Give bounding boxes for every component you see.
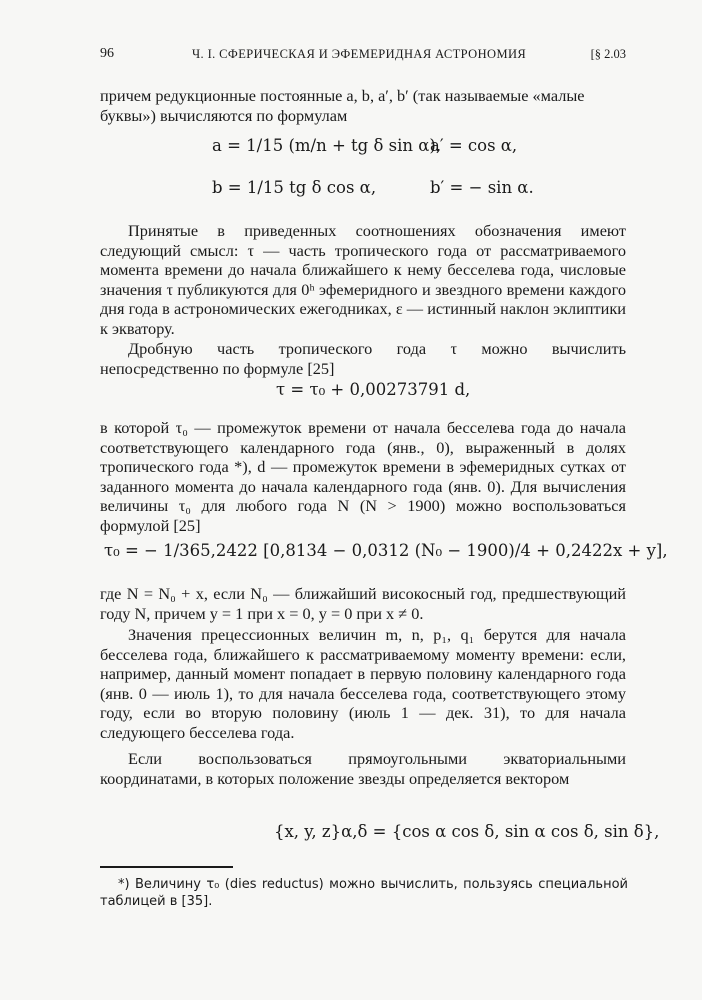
intro-paragraph: причем редукционные постоянные a, b, a′, b′ (так называемые «малые буквы») вычисляются по формулам	[100, 86, 585, 125]
formula-b: b = 1/15 tg δ cos α,	[212, 178, 377, 197]
section-number: [§ 2.03	[590, 47, 626, 61]
paragraph-coordinates: Если воспользоваться прямоугольными экваториальными координатами, в которых положение звезды определяется вектором	[100, 749, 626, 788]
formula-tau0: τ₀ = − 1/365,2422 [0,8134 − 0,0312 (N₀ − 1900)/4 + 0,2422x + y],	[104, 541, 668, 560]
paragraph-precession: Значения прецессионных величин m, n, p₁, q₁ берутся для начала бесселева года, ближайшего к рассматриваемому моменту времени: если, например, данный момент попадает в первую половину календарного года (янв. 0 — июль 1), то для начала бесселева года, соответствующего этому году, если во вторую половину (июль 1 — дек. 31), то для начала следующего бесселева года.	[100, 625, 626, 742]
chapter-title: Ч. I. СФЕРИЧЕСКАЯ И ЭФЕМЕРИДНАЯ АСТРОНОМИЯ	[192, 47, 527, 61]
formula-a: a = 1/15 (m/n + tg δ sin α),	[212, 136, 442, 155]
formula-a-prime: a′ = cos α,	[430, 136, 518, 155]
formula-tau: τ = τ₀ + 0,00273791 d,	[276, 380, 471, 399]
formula-vector: {x, y, z}α,δ = {cos α cos δ, sin α cos δ, sin δ},	[274, 822, 660, 841]
paragraph-tau0: в которой τ₀ — промежуток времени от начала бесселева года до начала соответствующего календарного года (янв., 0), выраженный в долях тропического года *), d — промежуток времени в эфемеридных сутках от заданного момента до начала календарного года (янв. 0). Для вычисления величины τ₀ для любого года N (N > 1900) можно воспользоваться формулой [25]	[100, 418, 626, 535]
paragraph-notation: Принятые в приведенных соотношениях обозначения имеют следующий смысл: τ — часть тропического года от рассматриваемого момента времени до начала ближайшего к нему бесселева года, числовые значения τ публикуются для 0ʰ эфемеридного и звездного времени каждого дня года в астрономических ежегодниках, ε — истинный наклон эклиптики к экватору.	[100, 221, 626, 338]
running-header	[100, 46, 626, 66]
paragraph-leap-year: где N = N₀ + x, если N₀ — ближайший високосный год, предшествующий году N, причем y = 1 при x = 0, y = 0 при x ≠ 0.	[100, 584, 626, 623]
footnote-text: *) Величину τ₀ (dies reductus) можно вычислить, пользуясь специальной таблицей в [35].	[100, 877, 628, 909]
page-number: 96	[100, 46, 114, 61]
footnote	[100, 876, 628, 910]
paragraph-fraction: Дробную часть тропического года τ можно вычислить непосредственно по формуле [25]	[100, 339, 626, 378]
formula-b-prime: b′ = − sin α.	[430, 178, 534, 197]
footnote-rule	[100, 866, 233, 868]
